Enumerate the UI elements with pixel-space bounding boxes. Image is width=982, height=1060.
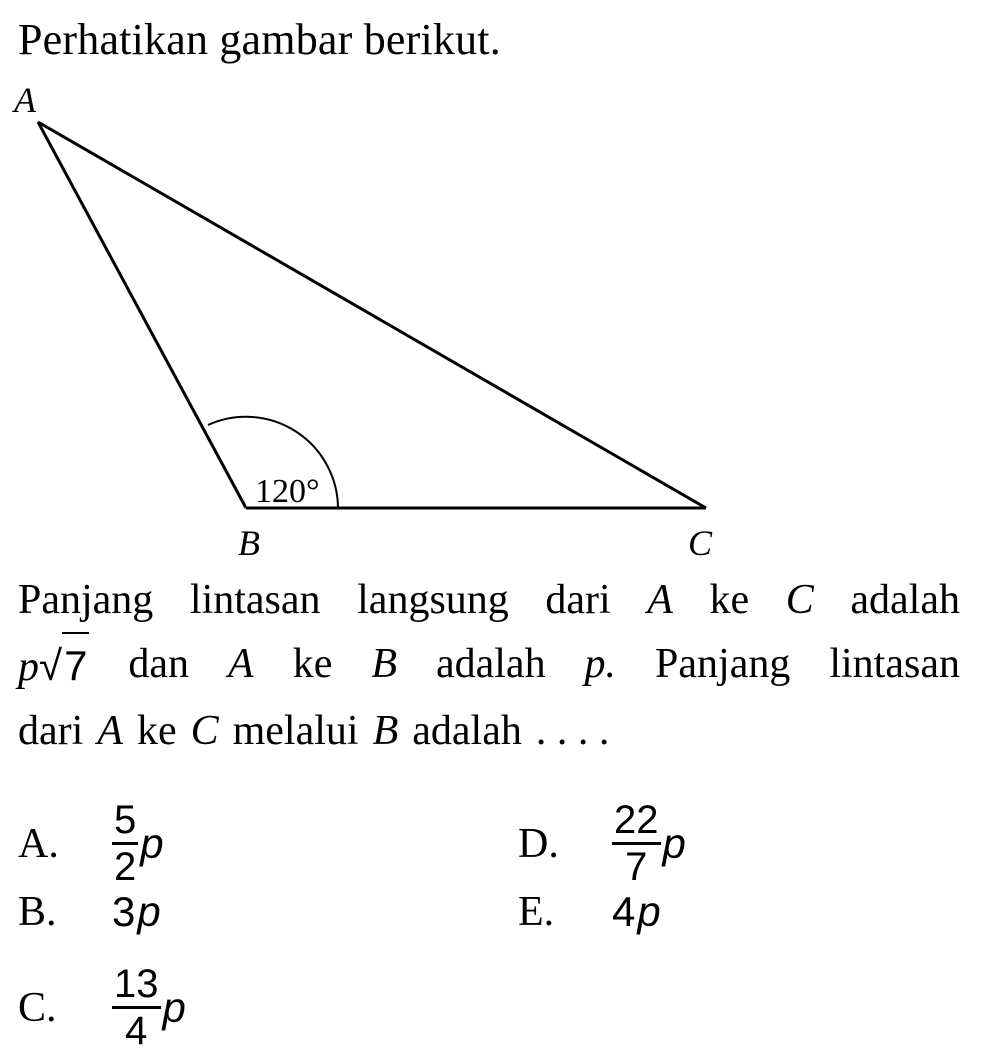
radicand: 7 bbox=[62, 632, 89, 698]
variable-p: p bbox=[637, 888, 661, 935]
word: dari bbox=[545, 577, 611, 623]
word: adalah bbox=[412, 708, 522, 754]
variable-p: p bbox=[137, 888, 161, 935]
side-ab bbox=[38, 122, 246, 508]
word: C bbox=[785, 577, 814, 623]
word: C bbox=[190, 708, 219, 754]
coefficient: 3 bbox=[112, 888, 136, 935]
word: langsung bbox=[357, 577, 509, 623]
word: Panjang bbox=[18, 577, 154, 623]
variable-p: p bbox=[662, 819, 686, 867]
word: A bbox=[647, 577, 673, 623]
variable-p: p bbox=[18, 644, 39, 690]
sqrt-symbol: √7 bbox=[39, 632, 89, 698]
word: adalah bbox=[850, 577, 960, 623]
question-text bbox=[18, 568, 960, 763]
option-letter: B. bbox=[18, 889, 57, 935]
variable-p: p bbox=[140, 819, 164, 867]
word: ke bbox=[709, 577, 750, 623]
angle-label: 120° bbox=[255, 473, 320, 510]
word: A bbox=[228, 641, 254, 687]
word: ke bbox=[292, 641, 333, 687]
vertex-label-a: A bbox=[14, 80, 36, 120]
word: melalui bbox=[232, 708, 359, 754]
denominator: 4 bbox=[125, 1009, 148, 1053]
word: B bbox=[371, 641, 397, 687]
vertex-label-b: B bbox=[238, 523, 260, 560]
word: adalah bbox=[435, 641, 546, 687]
word: Panjang bbox=[655, 641, 791, 687]
variable-p: p bbox=[162, 983, 186, 1031]
side-ac bbox=[38, 122, 706, 508]
option-letter: A. bbox=[18, 820, 59, 867]
fraction bbox=[112, 962, 161, 1053]
denominator: 2 bbox=[114, 845, 137, 889]
option-letter: E. bbox=[518, 889, 555, 935]
word: lintasan bbox=[829, 641, 960, 687]
p-sqrt-7 bbox=[18, 632, 89, 699]
numerator: 5 bbox=[112, 798, 138, 845]
word: B bbox=[372, 708, 399, 754]
fraction bbox=[612, 798, 661, 889]
question-line-1 bbox=[18, 568, 960, 632]
vertex-label-c: C bbox=[688, 523, 713, 560]
question-line-2 bbox=[18, 632, 960, 699]
option-c[interactable] bbox=[18, 962, 186, 1053]
option-d[interactable] bbox=[518, 798, 686, 889]
word: p. bbox=[584, 641, 617, 687]
option-a[interactable] bbox=[18, 798, 164, 889]
word: . . . . bbox=[535, 708, 610, 754]
option-b[interactable] bbox=[18, 888, 161, 936]
word: A bbox=[97, 708, 123, 754]
word: dari bbox=[18, 708, 84, 754]
question-line-3 bbox=[18, 699, 960, 763]
word: dan bbox=[128, 641, 190, 687]
option-letter: D. bbox=[518, 820, 559, 867]
word: lintasan bbox=[189, 577, 321, 623]
option-letter: C. bbox=[18, 984, 57, 1031]
numerator: 22 bbox=[612, 798, 661, 845]
word: ke bbox=[136, 708, 177, 754]
denominator: 7 bbox=[625, 845, 648, 889]
coefficient: 4 bbox=[612, 888, 636, 935]
fraction bbox=[112, 798, 138, 889]
intro-text: Perhatikan gambar berikut. bbox=[18, 15, 501, 64]
option-e[interactable] bbox=[518, 888, 661, 936]
numerator: 13 bbox=[112, 962, 161, 1009]
